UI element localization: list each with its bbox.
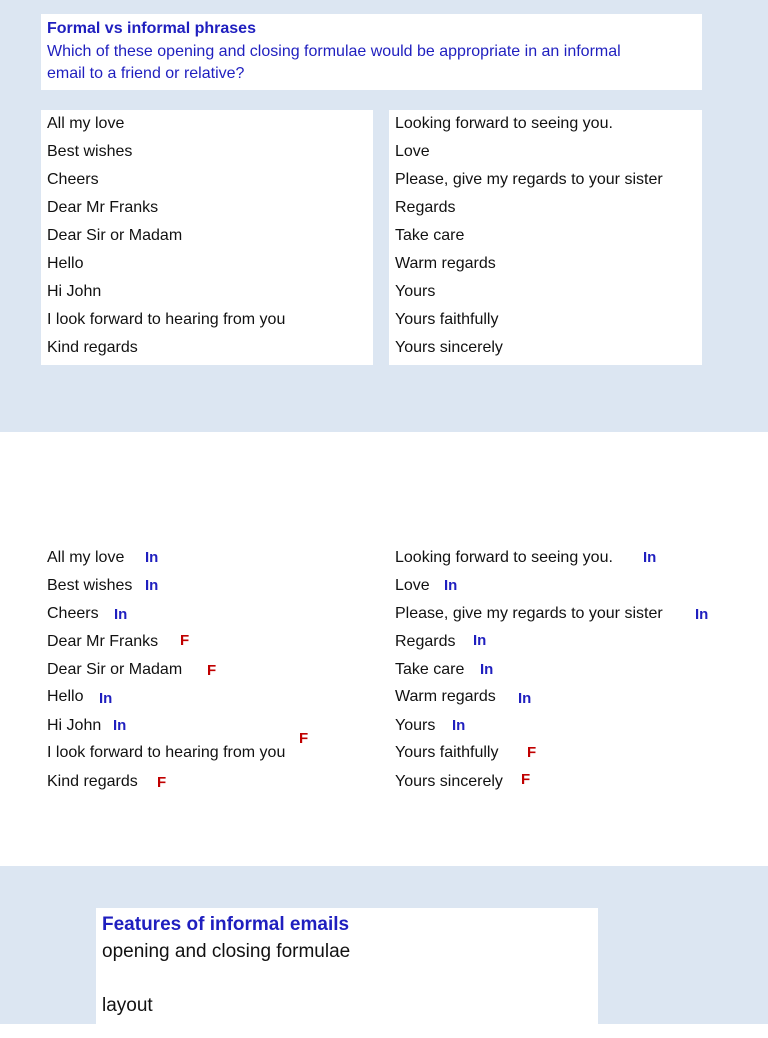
answer-phrase: Dear Sir or Madam [47,661,183,678]
list-item: Best wishes [47,143,133,160]
formal-tag: F [299,730,309,747]
slide-features [0,866,768,1024]
slide-heading: Formal vs informal phrases [47,20,256,37]
list-item: Looking forward to seeing you. [395,115,613,132]
formal-tag: F [521,771,531,788]
answer-phrase: Regards [395,633,456,650]
informal-tag: In [444,577,458,594]
answer-row [395,632,455,652]
answer-row [47,548,124,568]
answer-phrase: Take care [395,661,465,678]
question-line-2: email to a friend or relative? [47,65,245,82]
formal-tag: F [207,662,217,679]
list-item: Love [395,143,430,160]
answer-row [47,604,99,624]
formal-tag: F [157,774,167,791]
informal-tag: In [518,690,532,707]
list-item: Take care [395,227,465,244]
informal-tag: In [452,717,466,734]
list-item: Regards [395,199,456,216]
answer-phrase: Love [395,577,430,594]
answer-phrase: I look forward to hearing from you [47,744,286,761]
left-phrase-list [41,110,373,365]
list-item: All my love [47,115,125,132]
informal-tag: In [114,606,128,623]
right-phrase-list [389,110,702,365]
question-line-1: Which of these opening and closing formulae would be appropriate in an informal [47,42,621,60]
list-item: Cheers [47,171,99,188]
answer-phrase: Best wishes [47,577,133,594]
answer-row [47,660,182,680]
answer-row [395,660,464,680]
informal-tag: In [145,549,159,566]
answer-row [47,772,138,792]
list-item: Hi John [47,283,102,300]
answer-row [47,716,101,736]
list-item: Please, give my regards to your sister [395,171,663,188]
list-item: Hello [47,255,84,272]
informal-tag: In [145,577,159,594]
answer-row [395,687,496,707]
informal-tag: In [643,549,657,566]
title-box [41,14,702,90]
answer-row [47,687,83,707]
answer-row [47,576,132,596]
answer-phrase: Dear Mr Franks [47,633,159,650]
feature-item: layout [102,995,153,1016]
informal-tag: In [99,690,113,707]
answer-phrase: Warm regards [395,688,496,705]
list-item: Warm regards [395,255,496,272]
answer-phrase: All my love [47,549,125,566]
answer-phrase: Please, give my regards to your sister [395,605,663,622]
answer-row [47,743,285,763]
answer-row [47,632,158,652]
list-item: Kind regards [47,339,138,356]
formal-tag: F [527,744,537,761]
features-title: Features of informal emails [102,914,350,935]
slide-formal-vs-informal [0,0,768,432]
list-item: Dear Mr Franks [47,199,159,216]
list-item: Yours [395,283,436,300]
formal-tag: F [180,632,190,649]
answer-row [395,576,430,596]
informal-tag: In [473,632,487,649]
answer-row [395,772,503,792]
informal-tag: In [480,661,494,678]
list-item: Dear Sir or Madam [47,227,183,244]
answer-phrase: Looking forward to seeing you. [395,549,613,566]
answer-row [395,743,498,763]
list-item: Yours faithfully [395,311,499,328]
answer-phrase: Yours [395,717,436,734]
answer-phrase: Yours faithfully [395,744,499,761]
slide-answers [0,432,768,866]
features-box [96,908,598,1038]
list-item: Yours sincerely [395,339,503,356]
answer-phrase: Hi John [47,717,102,734]
list-item: I look forward to hearing from you [47,311,286,328]
spacer [102,965,592,992]
feature-item: opening and closing formulae [102,941,351,962]
answer-row [395,716,435,736]
answer-phrase: Cheers [47,605,99,622]
answer-row [395,548,613,568]
answer-phrase: Hello [47,688,84,705]
answer-phrase: Kind regards [47,773,138,790]
informal-tag: In [113,717,127,734]
informal-tag: In [695,606,709,623]
answer-row [395,604,663,624]
answer-phrase: Yours sincerely [395,773,503,790]
